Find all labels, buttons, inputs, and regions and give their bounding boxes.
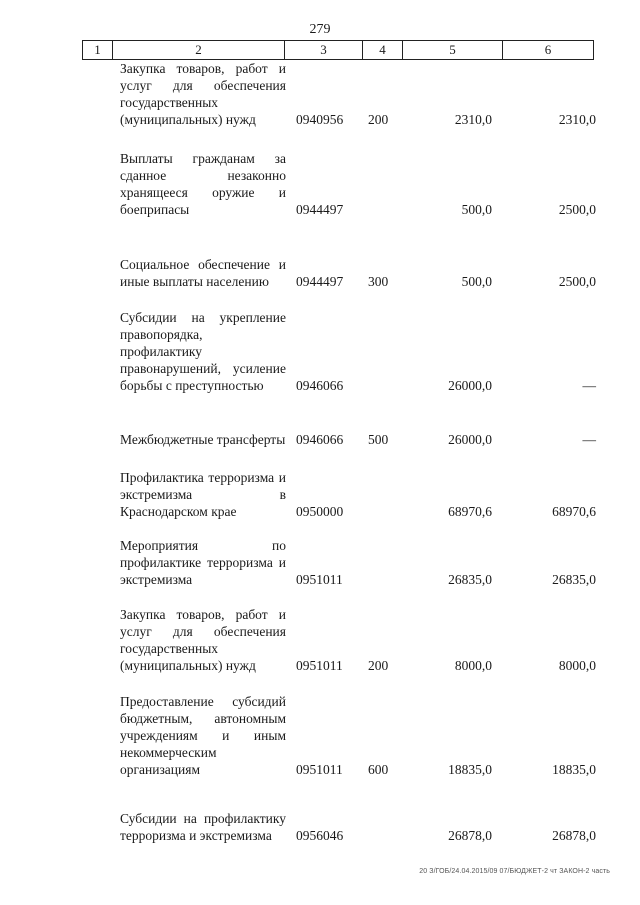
row-code: 0950000 bbox=[296, 504, 344, 519]
row-code: 0940956 bbox=[296, 112, 344, 127]
row-code: 0946066 bbox=[296, 432, 344, 447]
row-value-col6: 68970,6 bbox=[552, 504, 596, 519]
row-type: 200 bbox=[368, 112, 389, 127]
row-type: 200 bbox=[368, 658, 389, 673]
row-code: 0951011 bbox=[296, 658, 343, 673]
table-row bbox=[0, 238, 640, 290]
row-value-col6: 2500,0 bbox=[558, 274, 596, 289]
row-type: 500 bbox=[368, 432, 389, 447]
row-value-col5: 500,0 bbox=[461, 202, 492, 217]
header-col-3: 3 bbox=[284, 41, 362, 59]
row-code: 0944497 bbox=[296, 202, 344, 217]
row-value-col5: 26000,0 bbox=[448, 378, 492, 393]
row-value-col6: 18835,0 bbox=[552, 762, 596, 777]
row-description: Межбюджетные трансферты bbox=[120, 432, 286, 447]
row-description: Выплаты гражданам за сданное незаконно хранящееся оружие и боеприпасы bbox=[120, 151, 286, 217]
row-value-col5: 2310,0 bbox=[454, 112, 492, 127]
row-description: Предоставление субсидий бюджетным, автономным учреждениям и иным некоммерческим организациям bbox=[120, 694, 286, 777]
row-value-col5: 500,0 bbox=[461, 274, 492, 289]
row-value-col5: 26835,0 bbox=[448, 572, 492, 587]
row-value-col5: 26878,0 bbox=[448, 828, 492, 843]
row-description: Профилактика терроризма и экстремизма в Краснодарском крае bbox=[120, 470, 286, 519]
row-value-col5: 18835,0 bbox=[448, 762, 492, 777]
row-value-col6: 26835,0 bbox=[552, 572, 596, 587]
row-description: Закупка товаров, работ и услуг для обеспечения государственных (муниципальных) нужд bbox=[120, 607, 286, 673]
row-description: Мероприятия по профилактике терроризма и экстремизма bbox=[120, 538, 286, 587]
row-value-col6: 2500,0 bbox=[558, 202, 596, 217]
row-type: 600 bbox=[368, 762, 389, 777]
table-row bbox=[0, 414, 640, 448]
row-code: 0946066 bbox=[296, 378, 344, 393]
row-type: 300 bbox=[368, 274, 389, 289]
row-code: 0951011 bbox=[296, 762, 343, 777]
header-col-5: 5 bbox=[402, 41, 502, 59]
table-row bbox=[0, 794, 640, 844]
row-value-col5: 26000,0 bbox=[448, 432, 492, 447]
row-code: 0944497 bbox=[296, 274, 344, 289]
table-row bbox=[0, 606, 640, 674]
row-value-col5: 68970,6 bbox=[448, 504, 492, 519]
table-row bbox=[0, 470, 640, 520]
row-value-col6: — bbox=[582, 432, 596, 447]
row-value-col5: 8000,0 bbox=[454, 658, 492, 673]
header-col-2: 2 bbox=[112, 41, 284, 59]
row-value-col6: — bbox=[582, 378, 596, 393]
table-row bbox=[0, 696, 640, 778]
footer-stamp: 20 З/ГОБ/24.04.2015/09 07/БЮДЖЕТ-2 чт ЗАКОН-2 часть bbox=[419, 868, 610, 875]
row-description: Социальное обеспечение и иные выплаты населению bbox=[120, 257, 286, 289]
row-code: 0956046 bbox=[296, 828, 344, 843]
table-row bbox=[0, 62, 640, 128]
table-row bbox=[0, 306, 640, 394]
row-description: Закупка товаров, работ и услуг для обеспечения государственных (муниципальных) нужд bbox=[120, 61, 286, 127]
header-col-4: 4 bbox=[362, 41, 402, 59]
table-row bbox=[0, 538, 640, 588]
row-value-col6: 8000,0 bbox=[558, 658, 596, 673]
table-header bbox=[82, 40, 594, 60]
row-value-col6: 2310,0 bbox=[558, 112, 596, 127]
table-row bbox=[0, 150, 640, 218]
row-description: Субсидии на укрепление правопорядка, профилактику правонарушений, усиление борьбы с преступностью bbox=[120, 310, 286, 393]
row-value-col6: 26878,0 bbox=[552, 828, 596, 843]
header-col-1: 1 bbox=[82, 41, 112, 59]
row-code: 0951011 bbox=[296, 572, 343, 587]
header-col-6: 6 bbox=[502, 41, 594, 59]
row-description: Субсидии на профилактику терроризма и экстремизма bbox=[120, 811, 286, 843]
page-number: 279 bbox=[309, 22, 331, 37]
